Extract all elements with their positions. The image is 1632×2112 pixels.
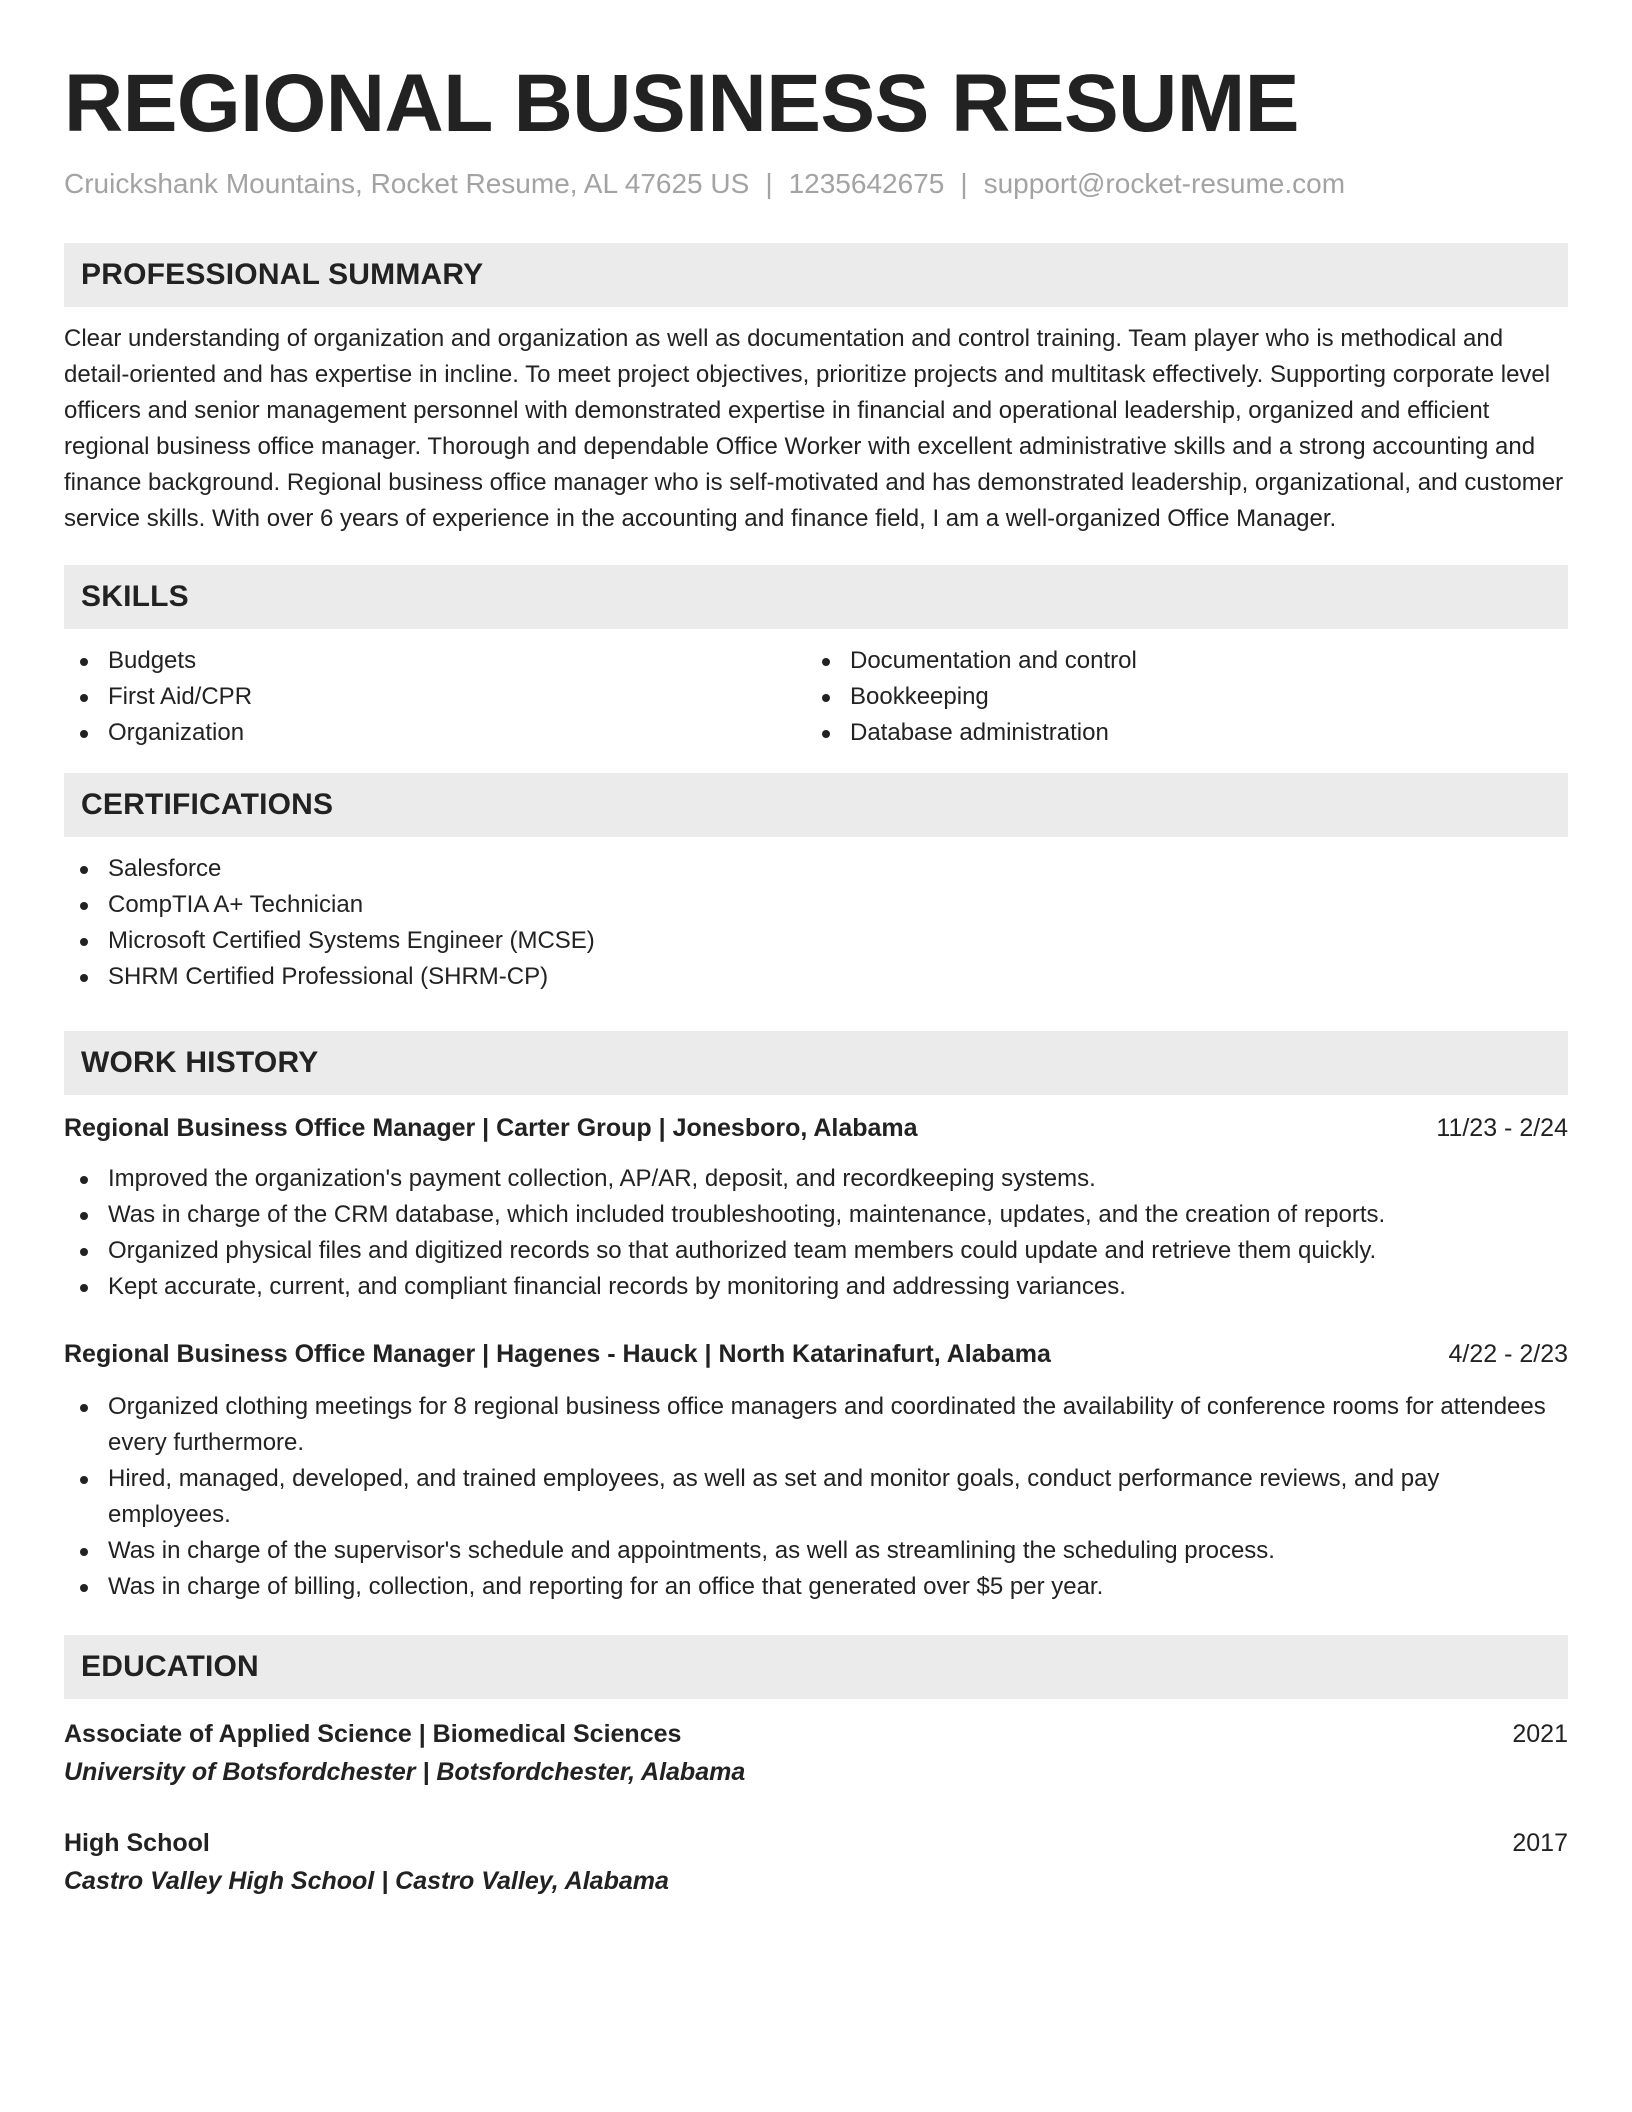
job-title: Regional Business Office Manager | Carter Group | Jonesboro, Alabama	[64, 1114, 918, 1142]
education-year: 2017	[1512, 1829, 1568, 1857]
job-entry	[64, 1109, 1568, 1305]
contact-line	[64, 164, 1568, 204]
contact-separator: |	[960, 168, 968, 199]
job-dates: 11/23 - 2/24	[1436, 1114, 1568, 1142]
job-entry	[64, 1335, 1568, 1605]
section-heading-skills: SKILLS	[64, 565, 1568, 629]
skill-item: Database administration	[806, 715, 1548, 751]
certifications-list	[64, 851, 1568, 995]
section-heading-education: EDUCATION	[64, 1635, 1568, 1699]
section-heading-certifications: CERTIFICATIONS	[64, 773, 1568, 837]
section-heading-summary: PROFESSIONAL SUMMARY	[64, 243, 1568, 307]
job-bullet: Improved the organization's payment collection, AP/AR, deposit, and recordkeeping systems.	[64, 1161, 1568, 1197]
education-header	[64, 1715, 1568, 1753]
job-bullet: Organized physical files and digitized records so that authorized team members could update and retrieve them quickly.	[64, 1233, 1568, 1269]
education-year: 2021	[1512, 1720, 1568, 1748]
skills-list	[64, 643, 1568, 751]
education-degree: High School	[64, 1829, 210, 1857]
contact-address: Cruickshank Mountains, Rocket Resume, AL 47625 US	[64, 168, 750, 199]
education-degree: Associate of Applied Science | Biomedical Sciences	[64, 1720, 682, 1748]
skills-column-right	[806, 643, 1548, 751]
education-header	[64, 1824, 1568, 1862]
job-bullet: Was in charge of the supervisor's schedule and appointments, as well as streamlining the scheduling process.	[64, 1533, 1568, 1569]
skills-column-left	[64, 643, 806, 751]
education-school: University of Botsfordchester | Botsfordchester, Alabama	[64, 1758, 746, 1786]
skill-item: Documentation and control	[806, 643, 1548, 679]
section-heading-work-history: WORK HISTORY	[64, 1031, 1568, 1095]
resume-title: REGIONAL BUSINESS RESUME	[64, 58, 1299, 149]
job-bullet: Was in charge of the CRM database, which included troubleshooting, maintenance, updates, and the creation of reports.	[64, 1197, 1568, 1233]
skill-item: Budgets	[64, 643, 806, 679]
job-dates: 4/22 - 2/23	[1448, 1340, 1568, 1368]
job-bullets	[64, 1161, 1568, 1305]
job-bullet: Was in charge of billing, collection, and reporting for an office that generated over $5 per year.	[64, 1569, 1568, 1605]
education-entry	[64, 1715, 1568, 1791]
contact-email[interactable]: support@rocket-resume.com	[983, 168, 1346, 199]
resume-page	[64, 54, 1568, 1900]
skill-item: First Aid/CPR	[64, 679, 806, 715]
education-entry	[64, 1824, 1568, 1900]
contact-separator: |	[765, 168, 773, 199]
job-bullet: Organized clothing meetings for 8 regional business office managers and coordinated the availability of conference rooms for attendees every furthermore.	[64, 1389, 1568, 1461]
certification-item: Microsoft Certified Systems Engineer (MCSE)	[64, 923, 1568, 959]
job-header	[64, 1335, 1568, 1373]
education-school: Castro Valley High School | Castro Valley, Alabama	[64, 1867, 669, 1895]
contact-phone: 1235642675	[788, 168, 945, 199]
certification-item: SHRM Certified Professional (SHRM-CP)	[64, 959, 1568, 995]
skill-item: Bookkeeping	[806, 679, 1548, 715]
job-bullet: Hired, managed, developed, and trained employees, as well as set and monitor goals, conduct performance reviews, and pay employees.	[64, 1461, 1568, 1533]
job-bullet: Kept accurate, current, and compliant financial records by monitoring and addressing variances.	[64, 1269, 1568, 1305]
summary-paragraph: Clear understanding of organization and organization as well as documentation and control training. Team player who is methodical and detail-oriented and has expertise in incline. To meet project objectives, prioritize projects and multitask effectively. Supporting corporate level officers and senior management personnel with demonstrated expertise in financial and operational leadership, organized and efficient regional business office manager. Thorough and dependable Office Worker with excellent administrative skills and a strong accounting and finance background. Regional business office manager who is self-motivated and has demonstrated leadership, organizational, and customer service skills. With over 6 years of experience in the accounting and finance field, I am a well-organized Office Manager.	[64, 325, 1564, 532]
certification-item: CompTIA A+ Technician	[64, 887, 1568, 923]
skill-item: Organization	[64, 715, 806, 751]
job-header	[64, 1109, 1568, 1147]
certification-item: Salesforce	[64, 851, 1568, 887]
job-title: Regional Business Office Manager | Hagenes - Hauck | North Katarinafurt, Alabama	[64, 1340, 1051, 1368]
job-bullets	[64, 1389, 1568, 1605]
